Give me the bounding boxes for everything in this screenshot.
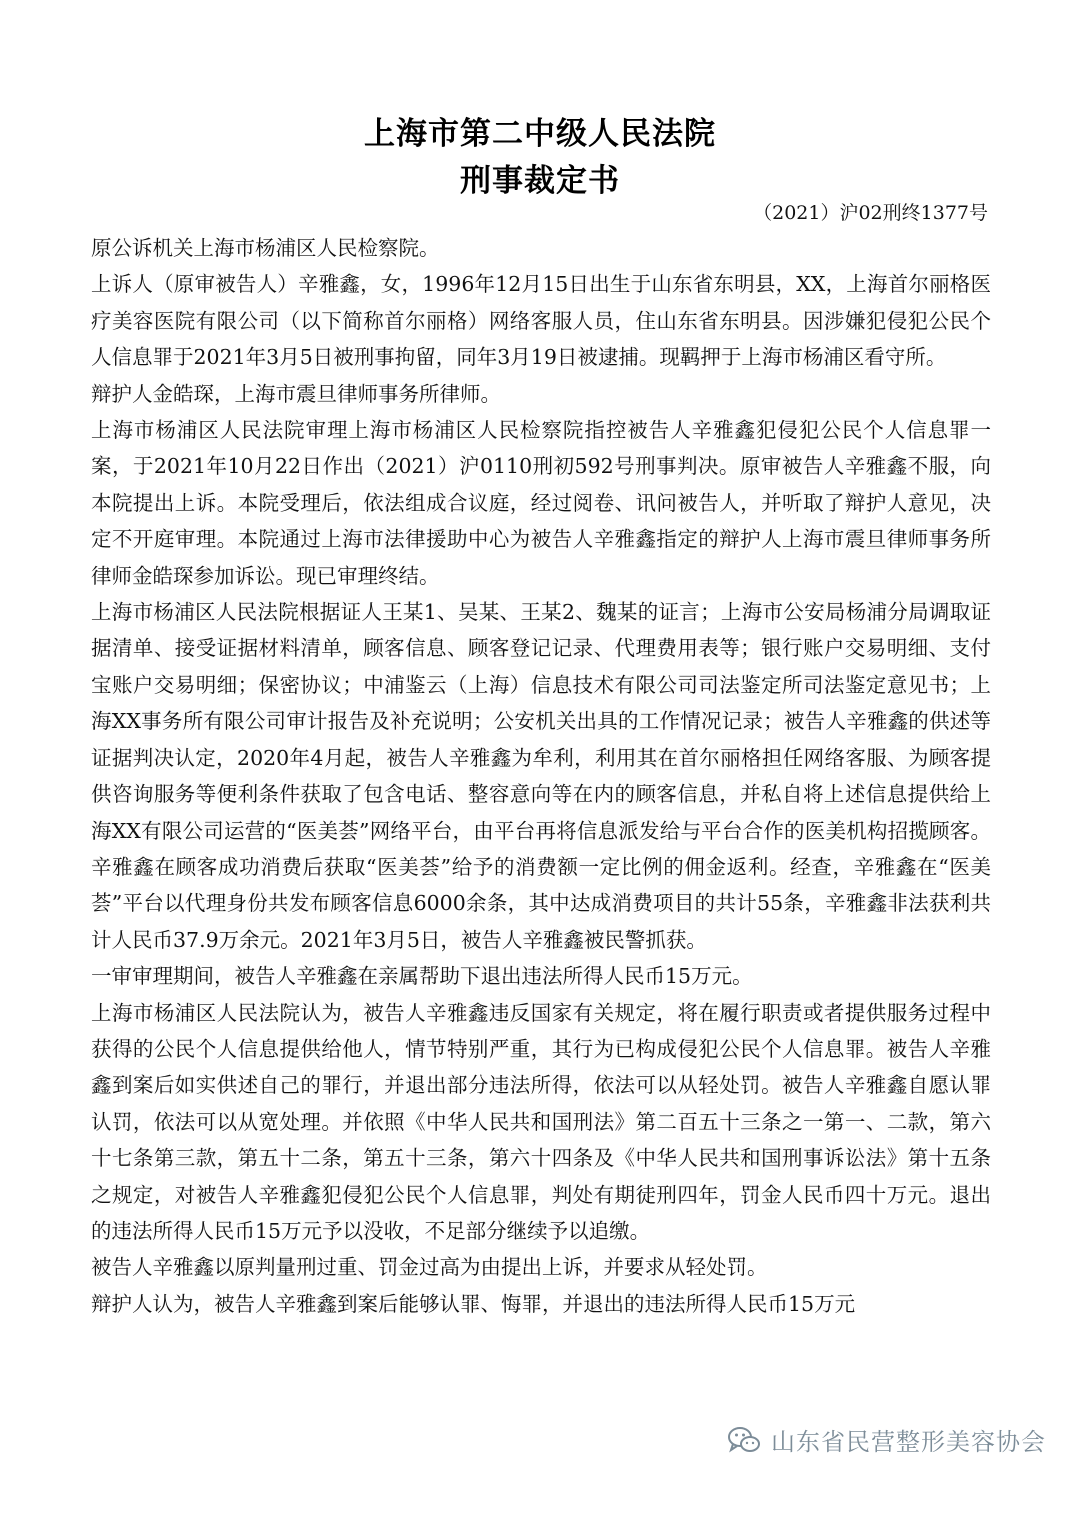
- court-name: 上海市第二中级人民法院: [364, 116, 716, 152]
- paragraph-defense-opinion: 辩护人认为，被告人辛雅鑫到案后能够认罪、悔罪，并退出的违法所得人民币15万元: [91, 1291, 856, 1316]
- paragraph-procedure: 上海市杨浦区人民法院审理上海市杨浦区人民检察院指控被告人辛雅鑫犯侵犯公民个人信息罪一案，于2021年10月22日作出（2021）沪0110刑初592号刑事判决。原审被告人辛雅鑫不服，向本院提出上诉。本院受理后，依法组成合议庭，经过阅卷、讯问被告人，并听取了辩护人意见，决定不开庭审理。本院通过上海市法律援助中心为被告人辛雅鑫指定的辩护人上海市震旦律师事务所律师金皓琛参加诉讼。现已审理终结。: [91, 418, 991, 588]
- document-type: 刑事裁定书: [460, 163, 620, 199]
- case-number: （2021）沪02刑终1377号: [753, 202, 988, 224]
- paragraph-facts: 上海市杨浦区人民法院根据证人王某1、吴某、王某2、魏某的证言；上海市公安局杨浦分局调取证据清单、接受证据材料清单，顾客信息、顾客登记记录、代理费用表等；银行账户交易明细、支付宝账户交易明细；保密协议；中浦鉴云（上海）信息技术有限公司司法鉴定所司法鉴定意见书；上海XX事务所有限公司审计报告及补充说明；公安机关出具的工作情况记录；被告人辛雅鑫的供述等证据判决认定，2020年4月起，被告人辛雅鑫为牟利，利用其在首尔丽格担任网络客服、为顾客提供咨询服务等便利条件获取了包含电话、整容意向等在内的顾客信息，并私自将上述信息提供给上海XX有限公司运营的“医美荟”网络平台，由平台再将信息派发给与平台合作的医美机构招揽顾客。辛雅鑫在顾客成功消费后获取“医美荟”给予的消费额一定比例的佣金返利。经查，辛雅鑫在“医美荟”平台以代理身份共发布顾客信息6000余条，其中达成消费项目的共计55条，辛雅鑫非法获利共计人民币37.9万余元。2021年3月5日，被告人辛雅鑫被民警抓获。: [91, 600, 991, 952]
- paragraph-defender: 辩护人金皓琛，上海市震旦律师事务所律师。: [91, 381, 501, 406]
- watermark-text: 山东省民营整形美容协会: [771, 1428, 1046, 1456]
- paragraph-appeal-grounds: 被告人辛雅鑫以原判量刑过重、罚金过高为由提出上诉，并要求从轻处罚。: [91, 1255, 768, 1280]
- paragraph-prosecutor: 原公诉机关上海市杨浦区人民检察院。: [91, 236, 440, 260]
- watermark: [727, 1422, 1046, 1457]
- wechat-icon: [727, 1425, 761, 1455]
- paragraph-restitution: 一审审理期间，被告人辛雅鑫在亲属帮助下退出违法所得人民币15万元。: [91, 964, 753, 989]
- paragraph-first-instance-opinion: 上海市杨浦区人民法院认为，被告人辛雅鑫违反国家有关规定，将在履行职责或者提供服务过程中获得的公民个人信息提供给他人，情节特别严重，其行为已构成侵犯公民个人信息罪。被告人辛雅鑫到案后如实供述自己的罪行，并退出部分违法所得，依法可以从轻处罚。被告人辛雅鑫自愿认罪认罚，依法可以从宽处理。并依照《中华人民共和国刑法》第二百五十三条之一第一、二款，第六十七条第三款，第五十二条，第五十三条，第六十四条及《中华人民共和国刑事诉讼法》第十五条之规定，对被告人辛雅鑫犯侵犯公民个人信息罪，判处有期徒刑四年，罚金人民币四十万元。退出的违法所得人民币15万元予以没收，不足部分继续予以追缴。: [91, 1000, 991, 1243]
- document-body: [91, 230, 991, 1322]
- paragraph-appellant: 上诉人（原审被告人）辛雅鑫，女，1996年12月15日出生于山东省东明县，XX，上海首尔丽格医疗美容医院有限公司（以下简称首尔丽格）网络客服人员，住山东省东明县。因涉嫌犯侵犯公民个人信息罪于2021年3月5日被刑事拘留，同年3月19日被逮捕。现羁押于上海市杨浦区看守所。: [91, 272, 991, 370]
